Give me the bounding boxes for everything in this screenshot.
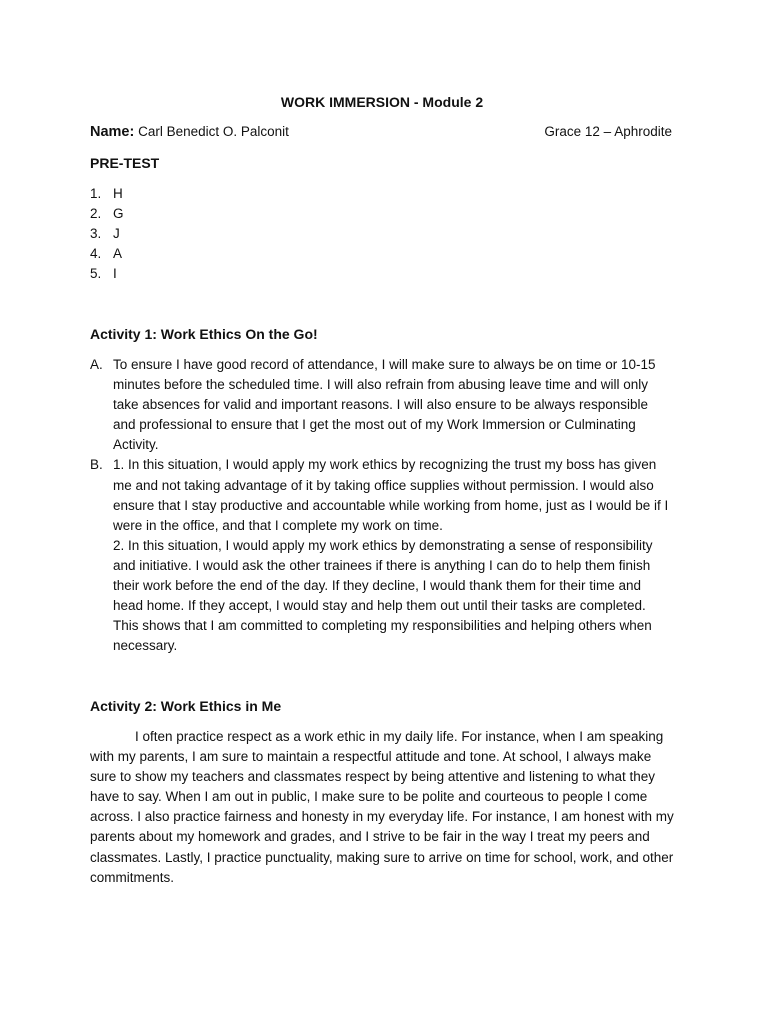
student-name (90, 122, 289, 142)
list-number: 5. (90, 266, 102, 281)
list-body (113, 355, 674, 455)
activity1-answer-list (90, 355, 674, 656)
list-item (90, 355, 674, 455)
document-title: WORK IMMERSION - Module 2 (280, 94, 484, 110)
list-body (113, 455, 674, 656)
list-item (90, 264, 124, 284)
list-number: 2. (90, 206, 102, 221)
list-answer: I (113, 266, 117, 281)
list-number: 4. (90, 246, 102, 261)
list-item (90, 244, 124, 264)
grade-section: Grace 12 – Aphrodite (544, 124, 672, 139)
answer-paragraph: 2. In this situation, I would apply my work ethics by demonstrating a sense of responsibility and initiative. I would ask the other trainees if there is anything I can do to help them finish their work before the end of the day. If they decline, I would thank them for their time and head home. If they accept, I would stay and help them out until their tasks are completed. This shows that I am committed to completing my responsibilities and helping others when necessary. (113, 537, 653, 654)
list-answer: G (113, 206, 124, 221)
list-answer: H (113, 186, 123, 201)
activity2-heading: Activity 2: Work Ethics in Me (90, 698, 282, 714)
answer-paragraph: 1. In this situation, I would apply my work ethics by recognizing the trust my boss has given me and not taking advantage of it by taking office supplies without permission. I would also ensure that I stay productive and accountable while working from home, just as I would be if I were in the office, and that I complete my work on time. (113, 457, 669, 533)
list-answer: J (113, 226, 120, 241)
list-answer: A (113, 246, 123, 261)
name-label: Name: (90, 124, 135, 140)
pretest-answer-list (90, 184, 124, 284)
answer-paragraph: To ensure I have good record of attendance, I will make sure to always be on time or 10-15 minutes before the scheduled time. I will also refrain from abusing leave time and will only take absences for valid and important reasons. I will also ensure to be always responsible and professional to ensure that I get the most out of my Work Immersion or Culminating Activity. (113, 357, 656, 453)
activity2-essay-paragraph: I often practice respect as a work ethic in my daily life. For instance, when I am speaking with my parents, I am sure to maintain a respectful attitude and tone. At school, I always make sure to show my teachers and classmates respect by being attentive and listening to what they have to say. When I am out in public, I make sure to be polite and courteous to people I come across. I also practice fairness and honesty in my everyday life. For instance, I am honest with my parents about my homework and grades, and I strive to be fair in the way I treat my peers and classmates. Lastly, I practice punctuality, making sure to arrive on time for school, work, and other commitments. (90, 729, 674, 885)
list-number: 1. (90, 186, 102, 201)
pretest-heading: PRE-TEST (90, 155, 160, 171)
list-marker: A. (90, 357, 103, 372)
student-info-row (90, 122, 672, 142)
activity1-heading: Activity 1: Work Ethics On the Go! (90, 326, 318, 342)
list-item (90, 455, 674, 656)
list-item (90, 224, 124, 244)
list-item (90, 204, 124, 224)
list-number: 3. (90, 226, 102, 241)
list-marker: B. (90, 457, 103, 473)
list-item (90, 184, 124, 204)
name-value: Carl Benedict O. Palconit (138, 124, 289, 139)
